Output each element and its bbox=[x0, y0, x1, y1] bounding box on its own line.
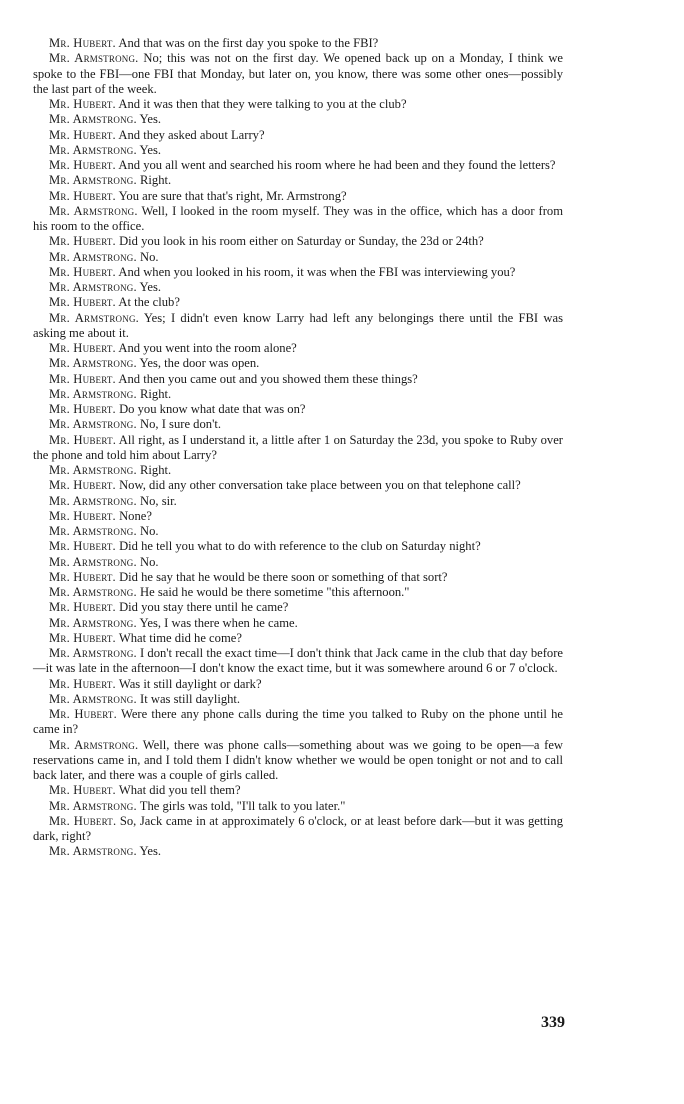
utterance-text: Well, I looked in the room myself. They was in the office, which has a door from his room to the office. bbox=[33, 203, 563, 233]
speaker-name: Mr. Hubert. bbox=[49, 813, 117, 828]
speaker-name: Mr. Armstrong. bbox=[49, 386, 137, 401]
transcript-paragraph bbox=[33, 738, 563, 784]
speaker-name: Mr. Hubert. bbox=[49, 432, 117, 447]
utterance-text: Now, did any other conversation take place between you on that telephone call? bbox=[119, 478, 521, 493]
transcript-paragraph bbox=[33, 143, 563, 158]
utterance-text: It was still daylight. bbox=[140, 691, 241, 706]
transcript-paragraph bbox=[33, 128, 563, 143]
speaker-name: Mr. Armstrong. bbox=[49, 646, 137, 660]
utterance-text: And that was on the first day you spoke to the FBI? bbox=[118, 36, 379, 50]
speaker-name: Mr. Hubert. bbox=[49, 402, 116, 416]
transcript-paragraph bbox=[33, 36, 563, 51]
transcript-paragraph bbox=[33, 616, 563, 631]
speaker-name: Mr. Armstrong. bbox=[49, 493, 137, 508]
transcript-paragraph bbox=[33, 844, 563, 859]
speaker-name: Mr. Armstrong. bbox=[49, 280, 137, 294]
speaker-name: Mr. Hubert. bbox=[49, 158, 116, 172]
utterance-text: Yes. bbox=[139, 844, 162, 859]
speaker-name: Mr. Armstrong. bbox=[49, 737, 139, 752]
transcript-paragraph bbox=[33, 97, 563, 112]
utterance-text: At the club? bbox=[118, 295, 180, 310]
utterance-text: Were there any phone calls during the time you talked to Ruby on the phone until he came in? bbox=[33, 707, 564, 737]
transcript-paragraph bbox=[33, 494, 563, 509]
transcript-paragraph bbox=[33, 51, 563, 97]
utterance-text: What time did he come? bbox=[118, 630, 242, 645]
transcript-paragraph bbox=[33, 539, 563, 554]
utterance-text: None? bbox=[119, 508, 152, 523]
transcript-paragraph bbox=[33, 265, 563, 280]
utterance-text: So, Jack came in at approximately 6 o'clock, or at least before dark—but it was getting dark, right? bbox=[33, 813, 563, 843]
speaker-name: Mr. Armstrong. bbox=[49, 203, 138, 218]
speaker-name: Mr. Hubert. bbox=[49, 188, 116, 203]
transcript-paragraph bbox=[33, 372, 563, 387]
transcript-paragraph bbox=[33, 478, 563, 493]
speaker-name: Mr. Armstrong. bbox=[49, 615, 137, 630]
utterance-text: No, sir. bbox=[140, 493, 177, 508]
speaker-name: Mr. Hubert. bbox=[49, 127, 116, 142]
transcript-paragraph bbox=[33, 387, 563, 402]
speaker-name: Mr. Hubert. bbox=[49, 630, 116, 645]
utterance-text: Well, there was phone calls—something about was we going to be open—a few reservations came in, and I told them I didn't know whether we would be open tonight or not and to call back later, and there was a couple of girls called. bbox=[33, 737, 563, 782]
transcript-paragraph bbox=[33, 463, 563, 478]
speaker-name: Mr. Armstrong. bbox=[49, 173, 137, 188]
utterance-text: And you went into the room alone? bbox=[118, 341, 297, 355]
utterance-text: All right, as I understand it, a little after 1 on Saturday the 23d, you spoke to Ruby over the phone and told him about Larry? bbox=[33, 432, 563, 462]
speaker-name: Mr. Armstrong. bbox=[49, 554, 137, 569]
speaker-name: Mr. Armstrong. bbox=[49, 463, 137, 477]
transcript-paragraph bbox=[33, 158, 563, 173]
speaker-name: Mr. Armstrong. bbox=[49, 310, 139, 325]
transcript-paragraph bbox=[33, 356, 563, 371]
speaker-name: Mr. Hubert. bbox=[49, 508, 116, 523]
transcript-paragraph bbox=[33, 707, 563, 738]
utterance-text: And it was then that they were talking to you at the club? bbox=[118, 97, 407, 111]
transcript-paragraph bbox=[33, 814, 563, 845]
utterance-text: Yes; I didn't even know Larry had left any belongings there until the FBI was asking me about it. bbox=[33, 310, 563, 340]
speaker-name: Mr. Hubert. bbox=[49, 707, 117, 721]
transcript-paragraph bbox=[33, 280, 563, 295]
utterance-text: Did he say that he would be there soon or something of that sort? bbox=[119, 569, 448, 584]
transcript-paragraph bbox=[33, 433, 563, 464]
utterance-text: Right. bbox=[140, 173, 172, 188]
speaker-name: Mr. Hubert. bbox=[49, 36, 116, 50]
transcript-paragraph bbox=[33, 600, 563, 615]
utterance-text: And when you looked in his room, it was when the FBI was interviewing you? bbox=[118, 264, 516, 279]
transcript-paragraph bbox=[33, 112, 563, 127]
utterance-text: Did you stay there until he came? bbox=[119, 600, 289, 615]
speaker-name: Mr. Hubert. bbox=[49, 539, 116, 554]
utterance-text: You are sure that that's right, Mr. Armstrong? bbox=[118, 188, 347, 203]
speaker-name: Mr. Armstrong. bbox=[49, 417, 137, 432]
utterance-text: Yes, I was there when he came. bbox=[139, 615, 298, 630]
transcript-paragraph bbox=[33, 631, 563, 646]
utterance-text: No. bbox=[140, 249, 159, 264]
speaker-name: Mr. Hubert. bbox=[49, 676, 116, 691]
utterance-text: No, I sure don't. bbox=[140, 417, 221, 432]
testimony-text bbox=[33, 36, 563, 860]
utterance-text: Yes. bbox=[139, 112, 162, 127]
speaker-name: Mr. Armstrong. bbox=[49, 249, 137, 264]
speaker-name: Mr. Hubert. bbox=[49, 371, 116, 386]
utterance-text: He said he would be there sometime "this afternoon." bbox=[140, 585, 410, 599]
speaker-name: Mr. Armstrong. bbox=[49, 585, 137, 599]
speaker-name: Mr. Armstrong. bbox=[49, 51, 139, 66]
utterance-text: And then you came out and you showed them these things? bbox=[118, 371, 418, 386]
utterance-text: Did he tell you what to do with reference to the club on Saturday night? bbox=[119, 539, 481, 554]
utterance-text: Yes. bbox=[139, 142, 162, 157]
utterance-text: Right. bbox=[140, 463, 172, 477]
speaker-name: Mr. Armstrong. bbox=[49, 844, 137, 859]
utterance-text: Did you look in his room either on Saturday or Sunday, the 23d or 24th? bbox=[119, 234, 484, 249]
speaker-name: Mr. Armstrong. bbox=[49, 524, 137, 538]
utterance-text: No. bbox=[140, 554, 159, 569]
speaker-name: Mr. Hubert. bbox=[49, 478, 116, 493]
utterance-text: The girls was told, "I'll talk to you later." bbox=[139, 798, 346, 813]
transcript-paragraph bbox=[33, 204, 563, 235]
transcript-paragraph bbox=[33, 677, 563, 692]
transcript-paragraph bbox=[33, 570, 563, 585]
transcript-paragraph bbox=[33, 799, 563, 814]
utterance-text: Right. bbox=[140, 386, 172, 401]
utterance-text: What did you tell them? bbox=[118, 783, 241, 798]
utterance-text: Yes, the door was open. bbox=[139, 356, 260, 371]
utterance-text: And you all went and searched his room where he had been and they found the letters? bbox=[118, 158, 556, 172]
transcript-paragraph bbox=[33, 524, 563, 539]
transcript-paragraph bbox=[33, 585, 563, 600]
speaker-name: Mr. Hubert. bbox=[49, 569, 116, 584]
transcript-paragraph bbox=[33, 509, 563, 524]
transcript-paragraph bbox=[33, 783, 563, 798]
transcript-paragraph bbox=[33, 692, 563, 707]
speaker-name: Mr. Hubert. bbox=[49, 341, 116, 355]
speaker-name: Mr. Armstrong. bbox=[49, 356, 137, 371]
speaker-name: Mr. Armstrong. bbox=[49, 142, 137, 157]
speaker-name: Mr. Armstrong. bbox=[49, 798, 137, 813]
speaker-name: Mr. Hubert. bbox=[49, 264, 116, 279]
transcript-paragraph bbox=[33, 234, 563, 249]
speaker-name: Mr. Hubert. bbox=[49, 97, 116, 111]
utterance-text: I don't recall the exact time—I don't think that Jack came in the club that day before—it was late in the afternoon—I don't know the exact time, but it was somewhere around 6 or 7 o'clock. bbox=[33, 646, 564, 676]
utterance-text: Was it still daylight or dark? bbox=[118, 676, 262, 691]
transcript-paragraph bbox=[33, 417, 563, 432]
transcript-paragraph bbox=[33, 250, 563, 265]
utterance-text: Yes. bbox=[139, 280, 162, 294]
speaker-name: Mr. Armstrong. bbox=[49, 691, 137, 706]
transcript-paragraph bbox=[33, 295, 563, 310]
speaker-name: Mr. Hubert. bbox=[49, 234, 116, 249]
utterance-text: And they asked about Larry? bbox=[118, 127, 265, 142]
speaker-name: Mr. Armstrong. bbox=[49, 112, 137, 127]
speaker-name: Mr. Hubert. bbox=[49, 600, 116, 615]
transcript-paragraph bbox=[33, 555, 563, 570]
transcript-paragraph bbox=[33, 189, 563, 204]
speaker-name: Mr. Hubert. bbox=[49, 783, 116, 798]
utterance-text: No. bbox=[140, 524, 159, 538]
transcript-paragraph bbox=[33, 341, 563, 356]
utterance-text: No; this was not on the first day. We opened back up on a Monday, I think we spoke to the FBI—one FBI that Monday, but later on, you know, there was some other ones—possibly the last part of the week. bbox=[33, 51, 564, 96]
speaker-name: Mr. Hubert. bbox=[49, 295, 116, 310]
transcript-paragraph bbox=[33, 173, 563, 188]
page-number: 339 bbox=[541, 1014, 565, 1031]
utterance-text: Do you know what date that was on? bbox=[119, 402, 306, 416]
transcript-paragraph bbox=[33, 311, 563, 342]
transcript-paragraph bbox=[33, 402, 563, 417]
transcript-paragraph bbox=[33, 646, 563, 677]
